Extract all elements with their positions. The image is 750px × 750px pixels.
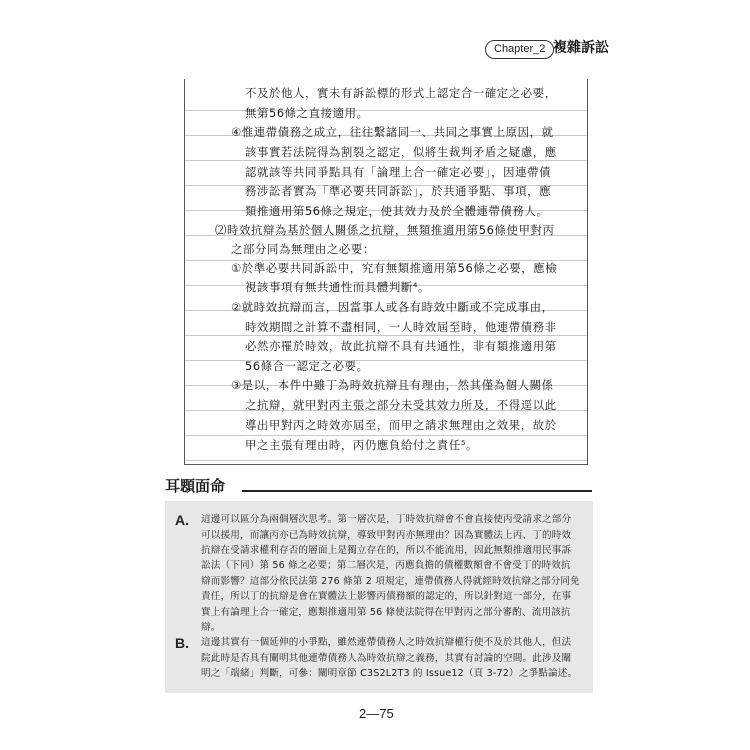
analysis-box (184, 79, 588, 465)
answer-marker-a: A. (175, 512, 189, 528)
box-line: 無第56條之直接適用。 (245, 106, 369, 120)
box-line: 甲之主張有理由時，丙仍應負給付之責任⁵。 (245, 438, 478, 452)
box-line: ③是以，本件中雖丁為時效抗辯且有理由，然其僅為個人關係 (231, 378, 554, 392)
answer-a-line: 訟法（下同）第 56 條之必要；第二層次是，丙應負擔的債權數額會不會受丁的時效抗 (201, 560, 571, 571)
answer-a-line: 辯而影響？這部分依民法第 276 條第 2 項規定，連帶債務人得就經時效抗辯之部分同免 (201, 576, 580, 587)
answer-a-line: 辯。 (201, 622, 221, 633)
box-line: 之部分同為無理由之必要： (231, 242, 375, 256)
box-line: ②就時效抗辯而言，因當事人或各有時效中斷或不完成事由， (231, 300, 554, 314)
answer-a-line: 抗辯在受請求權利存否的層面上是獨立存在的，所以不能流用，因此無類推適用民事訴 (201, 545, 572, 556)
chapter-label: Chapter_2 (485, 40, 554, 59)
answer-b-line: 院此時是否具有闡明其他連帶債務人為時效抗辯之義務，其實有討論的空間。此涉及闡 (201, 653, 572, 664)
box-line: 時效期間之計算不盡相同，一人時效屆至時，他連帶債務非 (245, 320, 557, 334)
box-line: 導出甲對丙之時效亦屆至，而甲之請求無理由之效果，故於 (245, 418, 557, 432)
box-line: 視該事項有無共通性而具體判斷⁴。 (245, 280, 431, 294)
box-line: ①於準必要共同訴訟中，究有無類推適用第56條之必要，應檢 (231, 261, 558, 275)
box-line: 必然亦罹於時效，故此抗辯不具有共通性，非有類推適用第 (245, 339, 557, 353)
chapter-title: 複雜訴訟 (553, 40, 609, 56)
box-line: ④惟連帶債務之成立，往往繫諸同一、共同之事實上原因，就 (231, 125, 554, 139)
box-line: 56條合一認定之必要。 (245, 359, 369, 373)
box-line: 不及於他人，實未有訴訟標的形式上認定合一確定之必要， (245, 86, 557, 100)
answer-b-line: 明之「端緒」判斷，可參：闡明章節 C3S2L2T3 的 Issue12（頁 3-72）之爭點論述。 (201, 668, 578, 679)
answer-b-line: 這邊其實有一個延伸的小爭點，雖然連帶債務人之時效抗辯權行使不及於其他人，但法 (201, 637, 572, 648)
answer-a-line: 責任，所以丁的抗辯是會在實體法上影響丙債務額的認定的，所以針對這一部分，在事 (201, 591, 572, 602)
box-line: 之抗辯，就甲對丙主張之部分未受其效力所及，不得逕以此 (245, 398, 557, 412)
answer-marker-b: B. (175, 635, 189, 651)
box-line: 該事實若法院得為割裂之認定，似將生裁判矛盾之疑慮，應 (245, 145, 557, 159)
section-heading: 耳顋面命 (165, 477, 226, 495)
answer-a-line: 實上有論理上合一確定，應類推適用第 56 條使法院得在甲對丙之部分審酌、流用該抗 (201, 607, 571, 618)
box-line: 類推適用第56條之規定，使其效力及於全體連帶債務人。 (245, 204, 549, 218)
answer-a-line: 可以援用，而讓丙亦已為時效抗辯，導致甲對丙亦無理由？因為實體法上丙、丁的時效 (201, 530, 572, 541)
answer-panel (165, 501, 593, 693)
box-line: 務涉訟者實為「準必要共同訴訟」，於共通爭點、事項，應 (245, 184, 552, 198)
heading-rule (242, 490, 592, 492)
answer-a-line: 這邊可以區分為兩個層次思考。第一層次是，丁時效抗辯會不會直接使丙受請求之部分 (201, 514, 572, 525)
box-line: 認就該等共同爭點具有「論理上合一確定必要」，因連帶債 (245, 165, 552, 179)
page-number: 2—75 (359, 706, 394, 721)
box-line: ⑵時效抗辯為基於個人關係之抗辯，無類推適用第56條使甲對丙 (215, 223, 555, 237)
